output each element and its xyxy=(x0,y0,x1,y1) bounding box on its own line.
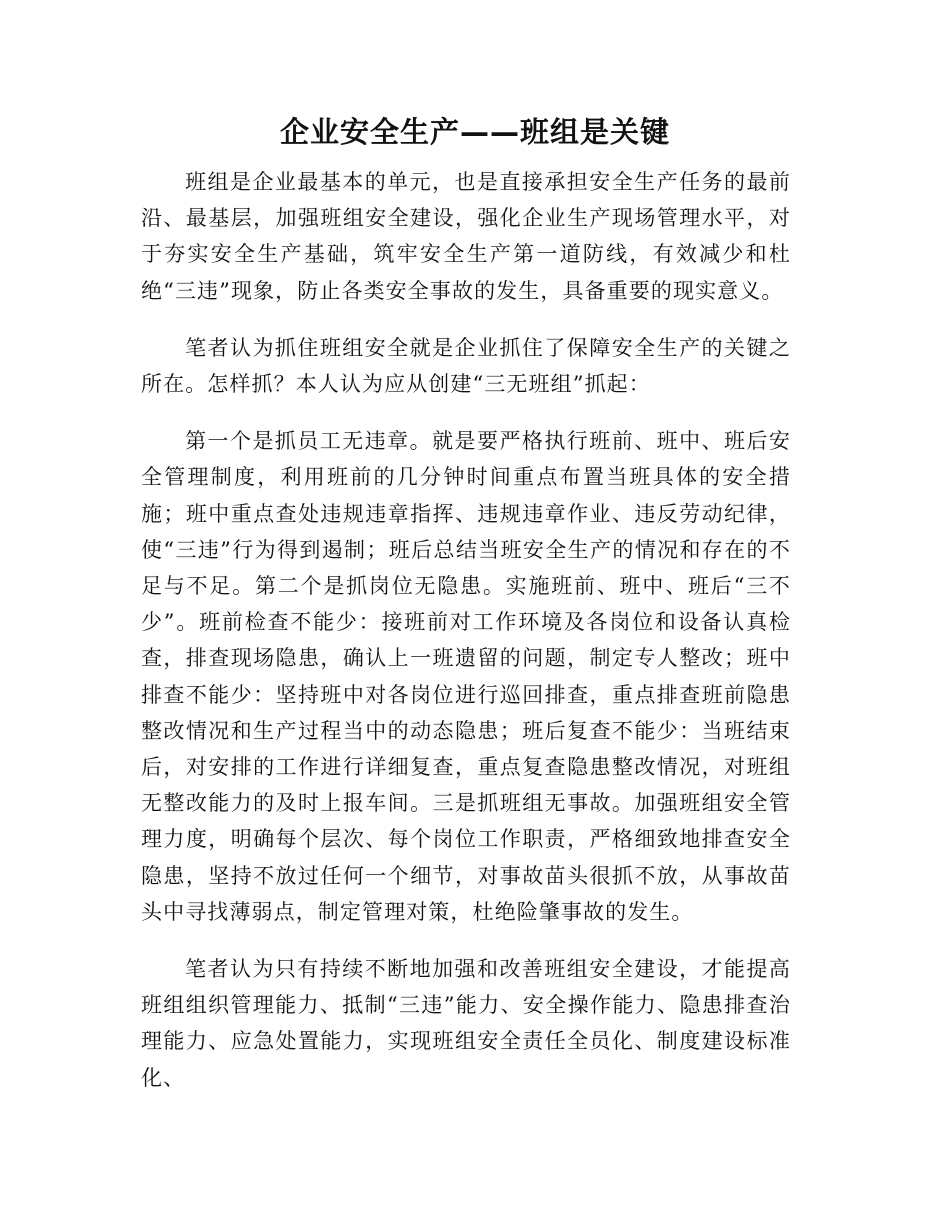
document-body xyxy=(141,164,791,1117)
paragraph-conclusion: 笔者认为只有持续不断地加强和改善班组安全建设，才能提高班组组织管理能力、抵制“三违”能力、安全操作能力、隐患排查治理能力、应急处置能力，实现班组安全责任全员化、制度建设标准化、 xyxy=(141,957,791,1090)
document-title: 企业安全生产——班组是关键 xyxy=(279,115,670,149)
paragraph-intro: 班组是企业最基本的单元，也是直接承担安全生产任务的最前沿、最基层，加强班组安全建设，强化企业生产现场管理水平，对于夯实安全生产基础，筑牢安全生产第一道防线，有效减少和杜绝“三违”现象，防止各类安全事故的发生，具备重要的现实意义。 xyxy=(141,170,791,303)
paragraph-three-none: 第一个是抓员工无违章。就是要严格执行班前、班中、班后安全管理制度，利用班前的几分钟时间重点布置当班具体的安全措施；班中重点查处违规违章指挥、违规违章作业、违反劳动纪律，使“三违”行为得到遏制；班后总结当班安全生产的情况和存在的不足与不足。第二个是抓岗位无隐患。实施班前、班中、班后“三不少”。班前检查不能少：接班前对工作环境及各岗位和设备认真检查，排查现场隐患，确认上一班遗留的问题，制定专人整改；班中排查不能少：坚持班中对各岗位进行巡回排查，重点排查班前隐患整改情况和生产过程当中的动态隐患；班后复查不能少：当班结束后，对安排的工作进行详细复查，重点复查隐患整改情况，对班组无整改能力的及时上报车间。三是抓班组无事故。加强班组安全管理力度，明确每个层次、每个岗位工作职责，严格细致地排查安全隐患，坚持不放过任何一个细节，对事故苗头很抓不放，从事故苗头中寻找薄弱点，制定管理对策，杜绝险肇事故的发生。 xyxy=(141,429,791,924)
paragraph-approach: 笔者认为抓住班组安全就是企业抓住了保障安全生产的关键之所在。怎样抓？本人认为应从创建“三无班组”抓起： xyxy=(141,335,791,397)
